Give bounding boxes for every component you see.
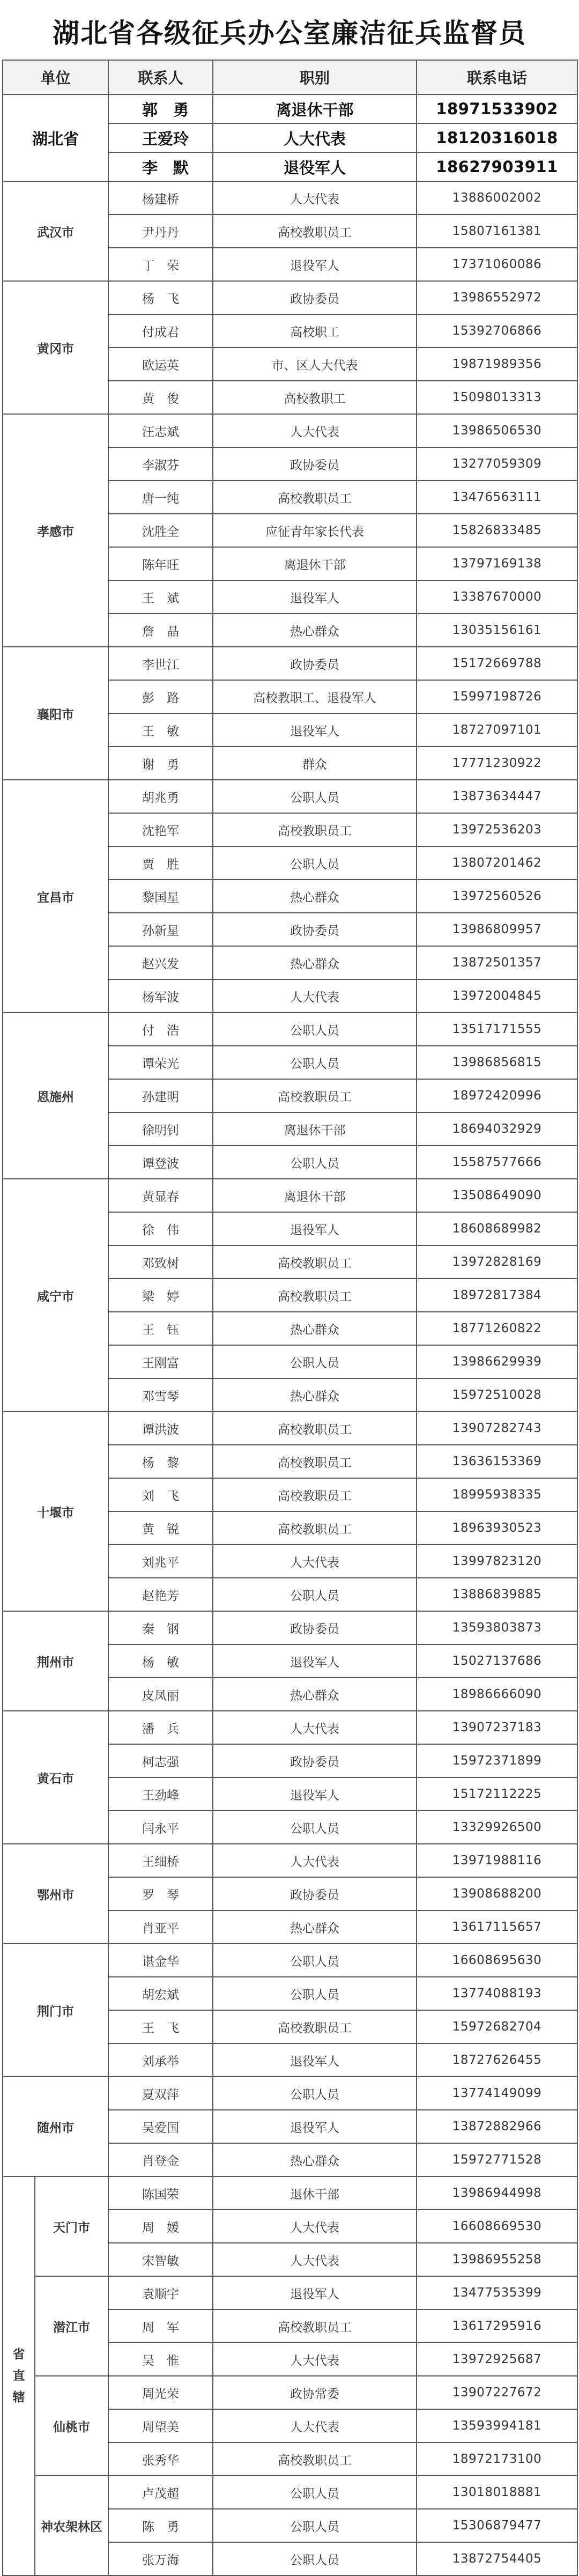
phone-cell: 13907227672 bbox=[417, 2376, 577, 2409]
contact-name: 王刚富 bbox=[108, 1345, 213, 1378]
contact-name: 皮凤丽 bbox=[108, 1678, 213, 1711]
contact-name: 杨 飞 bbox=[108, 281, 213, 314]
unit-cell: 湖北省 bbox=[3, 94, 108, 181]
phone-cell: 16608695630 bbox=[417, 1944, 577, 1977]
position-cell: 热心群众 bbox=[213, 614, 417, 647]
position-cell: 政协委员 bbox=[213, 1611, 417, 1644]
contact-name: 王 钰 bbox=[108, 1312, 213, 1345]
position-cell: 公职人员 bbox=[213, 1811, 417, 1844]
position-cell: 政协委员 bbox=[213, 1877, 417, 1910]
phone-cell: 13886839885 bbox=[417, 1578, 577, 1611]
position-cell: 离退休干部 bbox=[213, 94, 417, 123]
phone-cell: 13476563111 bbox=[417, 481, 577, 514]
table-row bbox=[3, 780, 577, 813]
position-cell: 退役军人 bbox=[213, 152, 417, 181]
position-cell: 高校教职员工 bbox=[213, 1412, 417, 1445]
phone-cell: 18963930523 bbox=[417, 1511, 577, 1545]
phone-cell: 13593803873 bbox=[417, 1611, 577, 1644]
contact-name: 詹 晶 bbox=[108, 614, 213, 647]
position-cell: 高校教职员工 bbox=[213, 2309, 417, 2343]
contact-name: 刘 飞 bbox=[108, 1478, 213, 1511]
position-cell: 退役军人 bbox=[213, 1644, 417, 1678]
phone-cell: 13617295916 bbox=[417, 2309, 577, 2343]
contact-name: 李世江 bbox=[108, 647, 213, 680]
table-row bbox=[3, 1611, 577, 1644]
unit-cell: 随州市 bbox=[3, 2077, 108, 2176]
position-cell: 公职人员 bbox=[213, 2542, 417, 2575]
contact-name: 李 默 bbox=[108, 152, 213, 181]
phone-cell: 13986856815 bbox=[417, 1046, 577, 1079]
contact-name: 肖亚平 bbox=[108, 1910, 213, 1944]
position-cell: 热心群众 bbox=[213, 1678, 417, 1711]
position-cell: 高校教职工、退役军人 bbox=[213, 680, 417, 713]
phone-cell: 13986552972 bbox=[417, 281, 577, 314]
phone-cell: 13035156161 bbox=[417, 614, 577, 647]
phone-cell: 15807161381 bbox=[417, 215, 577, 248]
phone-cell: 15997198726 bbox=[417, 680, 577, 713]
position-cell: 人大代表 bbox=[213, 123, 417, 152]
unit-cell: 荆门市 bbox=[3, 1944, 108, 2077]
phone-cell: 15826833485 bbox=[417, 514, 577, 547]
position-cell: 高校教职员工 bbox=[213, 1279, 417, 1312]
contact-name: 沈艳军 bbox=[108, 813, 213, 846]
contact-name: 黄 锐 bbox=[108, 1511, 213, 1545]
position-cell: 公职人员 bbox=[213, 1013, 417, 1046]
supervisor-sheet bbox=[2, 3, 577, 2567]
table-row bbox=[3, 94, 577, 123]
phone-cell: 13907237183 bbox=[417, 1711, 577, 1744]
phone-cell: 15972510028 bbox=[417, 1378, 577, 1412]
phone-cell: 13986955258 bbox=[417, 2243, 577, 2276]
contact-name: 付成君 bbox=[108, 314, 213, 348]
contact-name: 吴 惟 bbox=[108, 2343, 213, 2376]
position-cell: 公职人员 bbox=[213, 846, 417, 880]
supervisor-table bbox=[2, 60, 578, 2576]
position-cell: 退役军人 bbox=[213, 580, 417, 614]
phone-cell: 13907282743 bbox=[417, 1412, 577, 1445]
position-cell: 退役军人 bbox=[213, 1777, 417, 1811]
contact-name: 刘承举 bbox=[108, 2043, 213, 2077]
position-cell: 人大代表 bbox=[213, 2343, 417, 2376]
position-cell: 人大代表 bbox=[213, 414, 417, 447]
contact-name: 郭 勇 bbox=[108, 94, 213, 123]
phone-cell: 15392706866 bbox=[417, 314, 577, 348]
table-row bbox=[3, 414, 577, 447]
phone-cell: 13886002002 bbox=[417, 181, 577, 215]
table-row bbox=[3, 2376, 577, 2409]
position-cell: 退役军人 bbox=[213, 1212, 417, 1245]
contact-name: 沈胜全 bbox=[108, 514, 213, 547]
table-row bbox=[3, 2476, 577, 2509]
phone-cell: 13774149099 bbox=[417, 2077, 577, 2110]
contact-name: 徐明钊 bbox=[108, 1112, 213, 1146]
contact-name: 闫永平 bbox=[108, 1811, 213, 1844]
contact-name: 赵兴发 bbox=[108, 946, 213, 979]
position-cell: 公职人员 bbox=[213, 780, 417, 813]
contact-name: 张万海 bbox=[108, 2542, 213, 2575]
position-cell: 公职人员 bbox=[213, 1345, 417, 1378]
unit-cell: 孝感市 bbox=[3, 414, 108, 647]
phone-cell: 13872754405 bbox=[417, 2542, 577, 2575]
position-cell: 离退休干部 bbox=[213, 547, 417, 580]
position-cell: 公职人员 bbox=[213, 1046, 417, 1079]
phone-cell: 15306879477 bbox=[417, 2509, 577, 2542]
phone-cell: 13807201462 bbox=[417, 846, 577, 880]
position-cell: 人大代表 bbox=[213, 2409, 417, 2442]
position-cell: 公职人员 bbox=[213, 2077, 417, 2110]
position-cell: 人大代表 bbox=[213, 979, 417, 1013]
contact-name: 谭荣光 bbox=[108, 1046, 213, 1079]
position-cell: 退役军人 bbox=[213, 2110, 417, 2143]
position-cell: 人大代表 bbox=[213, 1545, 417, 1578]
contact-name: 袁顺宇 bbox=[108, 2276, 213, 2309]
position-cell: 高校教职员工 bbox=[213, 215, 417, 248]
table-row bbox=[3, 281, 577, 314]
phone-cell: 15172112225 bbox=[417, 1777, 577, 1811]
province-direct-cell: 省 直 辖 bbox=[3, 2176, 35, 2575]
position-cell: 公职人员 bbox=[213, 2509, 417, 2542]
phone-cell: 15027137686 bbox=[417, 1644, 577, 1678]
phone-cell: 15172669788 bbox=[417, 647, 577, 680]
contact-name: 周望美 bbox=[108, 2409, 213, 2442]
phone-cell: 15972682704 bbox=[417, 2010, 577, 2043]
page-title: 湖北省各级征兵办公室廉洁征兵监督员 bbox=[53, 18, 526, 49]
contact-name: 罗 琴 bbox=[108, 1877, 213, 1910]
unit-cell: 恩施州 bbox=[3, 1013, 108, 1179]
phone-cell: 18608689982 bbox=[417, 1212, 577, 1245]
position-cell: 政协委员 bbox=[213, 447, 417, 481]
contact-name: 邓致树 bbox=[108, 1245, 213, 1279]
position-cell: 高校教职员工 bbox=[213, 2010, 417, 2043]
contact-name: 李淑芬 bbox=[108, 447, 213, 481]
position-cell: 公职人员 bbox=[213, 1578, 417, 1611]
header-phone: 联系电话 bbox=[417, 60, 577, 94]
phone-cell: 15972371899 bbox=[417, 1744, 577, 1777]
position-cell: 人大代表 bbox=[213, 2210, 417, 2243]
position-cell: 离退休干部 bbox=[213, 1112, 417, 1146]
contact-name: 陈国荣 bbox=[108, 2176, 213, 2210]
position-cell: 政协委员 bbox=[213, 913, 417, 946]
position-cell: 高校教职员工 bbox=[213, 813, 417, 846]
contact-name: 黎国星 bbox=[108, 880, 213, 913]
position-cell: 高校教职员工 bbox=[213, 1511, 417, 1545]
unit-cell: 武汉市 bbox=[3, 181, 108, 281]
unit-cell: 襄阳市 bbox=[3, 647, 108, 780]
contact-name: 贾 胜 bbox=[108, 846, 213, 880]
phone-cell: 18727626455 bbox=[417, 2043, 577, 2077]
header-row bbox=[3, 60, 577, 94]
position-cell: 高校教职员工 bbox=[213, 2442, 417, 2476]
unit-cell: 潜江市 bbox=[35, 2276, 108, 2376]
contact-name: 周 媛 bbox=[108, 2210, 213, 2243]
position-cell: 人大代表 bbox=[213, 1711, 417, 1744]
phone-cell: 13277059309 bbox=[417, 447, 577, 481]
phone-cell: 13508649090 bbox=[417, 1179, 577, 1212]
table-row bbox=[3, 2176, 577, 2210]
contact-name: 杨 敏 bbox=[108, 1644, 213, 1678]
contact-name: 欧运英 bbox=[108, 348, 213, 381]
phone-cell: 13986809957 bbox=[417, 913, 577, 946]
contact-name: 宋智敏 bbox=[108, 2243, 213, 2276]
contact-name: 孙建明 bbox=[108, 1079, 213, 1112]
phone-cell: 18986666090 bbox=[417, 1678, 577, 1711]
table-row bbox=[3, 1179, 577, 1212]
contact-name: 潘 兵 bbox=[108, 1711, 213, 1744]
phone-cell: 13774088193 bbox=[417, 1977, 577, 2010]
position-cell: 高校教职员工 bbox=[213, 1478, 417, 1511]
contact-name: 黄 俊 bbox=[108, 381, 213, 414]
phone-cell: 16608669530 bbox=[417, 2210, 577, 2243]
unit-cell: 荆州市 bbox=[3, 1611, 108, 1711]
position-cell: 热心群众 bbox=[213, 1378, 417, 1412]
contact-name: 胡兆勇 bbox=[108, 780, 213, 813]
contact-name: 杨建桥 bbox=[108, 181, 213, 215]
contact-name: 王 敏 bbox=[108, 713, 213, 747]
phone-cell: 18972173100 bbox=[417, 2442, 577, 2476]
contact-name: 王 飞 bbox=[108, 2010, 213, 2043]
position-cell: 政协常委 bbox=[213, 2376, 417, 2409]
position-cell: 高校教职工 bbox=[213, 381, 417, 414]
header-position: 职别 bbox=[213, 60, 417, 94]
position-cell: 高校教职员工 bbox=[213, 1245, 417, 1279]
contact-name: 付 浩 bbox=[108, 1013, 213, 1046]
position-cell: 退役军人 bbox=[213, 2276, 417, 2309]
contact-name: 丁 荣 bbox=[108, 248, 213, 281]
phone-cell: 18694032929 bbox=[417, 1112, 577, 1146]
header-contact: 联系人 bbox=[108, 60, 213, 94]
table-row bbox=[3, 1711, 577, 1744]
phone-cell: 18627903911 bbox=[417, 152, 577, 181]
phone-cell: 13972828169 bbox=[417, 1245, 577, 1279]
position-cell: 公职人员 bbox=[213, 1944, 417, 1977]
phone-cell: 18120316018 bbox=[417, 123, 577, 152]
phone-cell: 13873634447 bbox=[417, 780, 577, 813]
unit-cell: 十堰市 bbox=[3, 1412, 108, 1611]
position-cell: 人大代表 bbox=[213, 1844, 417, 1877]
position-cell: 热心群众 bbox=[213, 2143, 417, 2176]
contact-name: 汪志斌 bbox=[108, 414, 213, 447]
contact-name: 梁 婷 bbox=[108, 1279, 213, 1312]
position-cell: 退役军人 bbox=[213, 248, 417, 281]
contact-name: 周光荣 bbox=[108, 2376, 213, 2409]
unit-cell: 宜昌市 bbox=[3, 780, 108, 1013]
table-row bbox=[3, 1013, 577, 1046]
position-cell: 高校教职员工 bbox=[213, 481, 417, 514]
unit-cell: 咸宁市 bbox=[3, 1179, 108, 1412]
phone-cell: 13972004845 bbox=[417, 979, 577, 1013]
contact-name: 谭登波 bbox=[108, 1146, 213, 1179]
contact-name: 邓雪琴 bbox=[108, 1378, 213, 1412]
contact-name: 卢茂超 bbox=[108, 2476, 213, 2509]
phone-cell: 13972925687 bbox=[417, 2343, 577, 2376]
phone-cell: 18727097101 bbox=[417, 713, 577, 747]
contact-name: 赵艳芳 bbox=[108, 1578, 213, 1611]
contact-name: 刘兆平 bbox=[108, 1545, 213, 1578]
table-row bbox=[3, 1412, 577, 1445]
table-row bbox=[3, 181, 577, 215]
phone-cell: 18972420996 bbox=[417, 1079, 577, 1112]
phone-cell: 13617115657 bbox=[417, 1910, 577, 1944]
phone-cell: 13636153369 bbox=[417, 1445, 577, 1478]
phone-cell: 13872882966 bbox=[417, 2110, 577, 2143]
table-row bbox=[3, 2077, 577, 2110]
table-row bbox=[3, 1944, 577, 1977]
contact-name: 唐一纯 bbox=[108, 481, 213, 514]
position-cell: 公职人员 bbox=[213, 1977, 417, 2010]
position-cell: 高校教职员工 bbox=[213, 1445, 417, 1478]
contact-name: 杨 黎 bbox=[108, 1445, 213, 1478]
position-cell: 应征青年家长代表 bbox=[213, 514, 417, 547]
phone-cell: 13908688200 bbox=[417, 1877, 577, 1910]
phone-cell: 17771230922 bbox=[417, 747, 577, 780]
position-cell: 热心群众 bbox=[213, 1312, 417, 1345]
phone-cell: 13329926500 bbox=[417, 1811, 577, 1844]
table-row bbox=[3, 1844, 577, 1877]
table-row bbox=[3, 2276, 577, 2309]
contact-name: 王劲峰 bbox=[108, 1777, 213, 1811]
phone-cell: 13517171555 bbox=[417, 1013, 577, 1046]
position-cell: 政协委员 bbox=[213, 281, 417, 314]
table-row bbox=[3, 647, 577, 680]
phone-cell: 19871989356 bbox=[417, 348, 577, 381]
position-cell: 高校职工 bbox=[213, 314, 417, 348]
position-cell: 人大代表 bbox=[213, 181, 417, 215]
phone-cell: 13972560526 bbox=[417, 880, 577, 913]
contact-name: 杨军波 bbox=[108, 979, 213, 1013]
unit-cell: 神农架林区 bbox=[35, 2476, 108, 2575]
unit-cell: 黄石市 bbox=[3, 1711, 108, 1844]
contact-name: 孙新星 bbox=[108, 913, 213, 946]
contact-name: 王细桥 bbox=[108, 1844, 213, 1877]
phone-cell: 13872501357 bbox=[417, 946, 577, 979]
unit-cell: 天门市 bbox=[35, 2176, 108, 2276]
position-cell: 热心群众 bbox=[213, 946, 417, 979]
phone-cell: 17371060086 bbox=[417, 248, 577, 281]
unit-cell: 仙桃市 bbox=[35, 2376, 108, 2476]
position-cell: 公职人员 bbox=[213, 2476, 417, 2509]
position-cell: 公职人员 bbox=[213, 1146, 417, 1179]
unit-cell: 黄冈市 bbox=[3, 281, 108, 414]
position-cell: 高校教职员工 bbox=[213, 1079, 417, 1112]
position-cell: 退役军人 bbox=[213, 2043, 417, 2077]
phone-cell: 13387670000 bbox=[417, 580, 577, 614]
phone-cell: 13018018881 bbox=[417, 2476, 577, 2509]
phone-cell: 13477535399 bbox=[417, 2276, 577, 2309]
contact-name: 王爱玲 bbox=[108, 123, 213, 152]
contact-name: 黄显春 bbox=[108, 1179, 213, 1212]
phone-cell: 13972536203 bbox=[417, 813, 577, 846]
contact-name: 秦 钢 bbox=[108, 1611, 213, 1644]
contact-name: 夏双萍 bbox=[108, 2077, 213, 2110]
contact-name: 王 斌 bbox=[108, 580, 213, 614]
contact-name: 陈 勇 bbox=[108, 2509, 213, 2542]
phone-cell: 13797169138 bbox=[417, 547, 577, 580]
contact-name: 周 军 bbox=[108, 2309, 213, 2343]
position-cell: 市、区人大代表 bbox=[213, 348, 417, 381]
contact-name: 肖登金 bbox=[108, 2143, 213, 2176]
contact-name: 彭 路 bbox=[108, 680, 213, 713]
header-unit: 单位 bbox=[3, 60, 108, 94]
contact-name: 陈年旺 bbox=[108, 547, 213, 580]
phone-cell: 18771260822 bbox=[417, 1312, 577, 1345]
phone-cell: 18972817384 bbox=[417, 1279, 577, 1312]
contact-name: 张秀华 bbox=[108, 2442, 213, 2476]
contact-name: 柯志强 bbox=[108, 1744, 213, 1777]
position-cell: 人大代表 bbox=[213, 2243, 417, 2276]
contact-name: 谌金华 bbox=[108, 1944, 213, 1977]
contact-name: 徐 伟 bbox=[108, 1212, 213, 1245]
contact-name: 谢 勇 bbox=[108, 747, 213, 780]
phone-cell: 18995938335 bbox=[417, 1478, 577, 1511]
phone-cell: 18971533902 bbox=[417, 94, 577, 123]
phone-cell: 13986506530 bbox=[417, 414, 577, 447]
phone-cell: 15098013313 bbox=[417, 381, 577, 414]
phone-cell: 13971988116 bbox=[417, 1844, 577, 1877]
position-cell: 离退休干部 bbox=[213, 1179, 417, 1212]
phone-cell: 13986944998 bbox=[417, 2176, 577, 2210]
phone-cell: 15972771528 bbox=[417, 2143, 577, 2176]
phone-cell: 13997823120 bbox=[417, 1545, 577, 1578]
contact-name: 吴爱国 bbox=[108, 2110, 213, 2143]
position-cell: 热心群众 bbox=[213, 1910, 417, 1944]
phone-cell: 15587577666 bbox=[417, 1146, 577, 1179]
position-cell: 群众 bbox=[213, 747, 417, 780]
phone-cell: 13986629939 bbox=[417, 1345, 577, 1378]
position-cell: 政协委员 bbox=[213, 1744, 417, 1777]
contact-name: 谭洪波 bbox=[108, 1412, 213, 1445]
position-cell: 退役军人 bbox=[213, 713, 417, 747]
contact-name: 尹丹丹 bbox=[108, 215, 213, 248]
contact-name: 胡宏斌 bbox=[108, 1977, 213, 2010]
position-cell: 政协委员 bbox=[213, 647, 417, 680]
unit-cell: 鄂州市 bbox=[3, 1844, 108, 1944]
position-cell: 退休干部 bbox=[213, 2176, 417, 2210]
position-cell: 热心群众 bbox=[213, 880, 417, 913]
phone-cell: 13593994181 bbox=[417, 2409, 577, 2442]
